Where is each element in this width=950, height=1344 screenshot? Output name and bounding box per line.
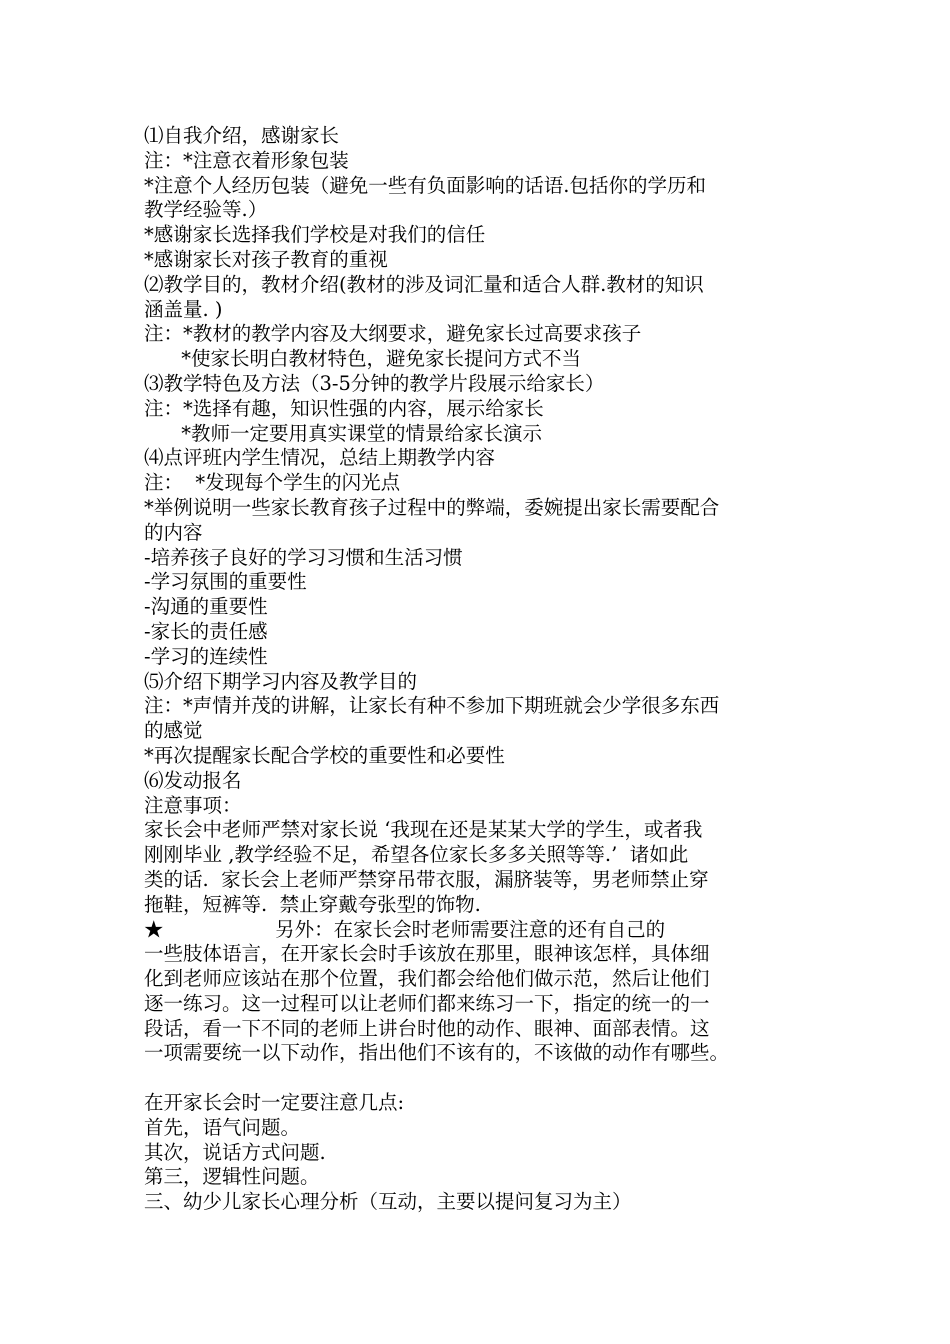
text-line: 刚刚毕业 ,教学经验不足，希望各位家长多多关照等等.’ 诸如此 [144,843,689,867]
text-line: 首先，语气问题。 [144,1115,301,1139]
text-line: -学习的连续性 [144,644,268,668]
text-line: *感谢家长对孩子教育的重视 [144,247,388,271]
text-line: ⑷点评班内学生情况，总结上期教学内容 [144,446,496,470]
text-line: *教师一定要用真实课堂的情景给家长演示 [144,421,542,445]
text-line: 注：*教材的教学内容及大纲要求，避免家长过高要求孩子 [144,322,642,346]
text-line: 一些肢体语言，在开家长会时手该放在那里，眼神该怎样，具体细 [144,942,710,966]
text-line: 注：*选择有趣，知识性强的内容，展示给家长 [144,396,544,420]
text-line: -学习氛围的重要性 [144,570,307,594]
text-line: 涵盖量. ) [144,297,223,321]
section-heading: 三、幼少儿家长心理分析（互动，主要以提问复习为主） [144,1190,632,1214]
text-line: -沟通的重要性 [144,595,268,619]
text-line: *举例说明一些家长教育孩子过程中的弊端，委婉提出家长需要配合 [144,495,720,519]
text-line: 拖鞋，短裤等. 禁止穿戴夸张型的饰物. [144,892,481,916]
text-line: 其次，说话方式问题. [144,1140,326,1164]
blank-line [144,1066,824,1091]
text-line: *感谢家长选择我们学校是对我们的信任 [144,223,486,247]
text-line: *使家长明白教材特色，避免家长提问方式不当 [144,347,581,371]
text-line: ⑸介绍下期学习内容及教学目的 [144,669,418,693]
text-line: ⑴自我介绍，感谢家长 [144,124,340,147]
star-note-line: ★ 另外：在家长会时老师需要注意的还有自己的 [144,917,666,941]
text-line: 注：*声情并茂的讲解，让家长有种不参加下期班就会少学很多东西 [144,694,720,718]
text-line: ⑶教学特色及方法（3-5分钟的教学片段展示给家长） [144,371,605,395]
text-line: *注意个人经历包装（避免一些有负面影响的话语.包括你的学历和 [144,173,706,197]
document-body [144,124,824,1215]
text-line: -培养孩子良好的学习习惯和生活习惯 [144,545,463,569]
text-line: 注：*注意衣着形象包装 [144,148,349,172]
text-line: 的感觉 [144,719,203,743]
text-line: 类的话. 家长会上老师严禁穿吊带衣服，漏脐装等，男老师禁止穿 [144,867,709,891]
text-line: -家长的责任感 [144,619,268,643]
text-line: 教学经验等.） [144,198,268,222]
text-line: ⑵教学目的，教材介绍(教材的涉及词汇量和适合人群.教材的知识 [144,272,704,296]
text-line: 段话，看一下不同的老师上讲台时他的动作、眼神、面部表情。这 [144,1016,710,1040]
text-line: 第三，逻辑性问题。 [144,1165,320,1189]
text-line: 的内容 [144,520,203,544]
text-line: 逐一练习。这一过程可以让老师们都来练习一下，指定的统一的一 [144,991,710,1015]
text-line: 化到老师应该站在那个位置，我们都会给他们做示范，然后让他们 [144,967,710,991]
text-line: 家长会中老师严禁对家长说 ‘我现在还是某某大学的学生，或者我 [144,818,703,842]
text-line: *再次提醒家长配合学校的重要性和必要性 [144,743,505,767]
text-line: 一项需要统一以下动作，指出他们不该有的，不该做的动作有哪些。 [144,1041,730,1065]
section-heading: 注意事项： [144,793,242,817]
text-line: 在开家长会时一定要注意几点: [144,1091,405,1115]
text-line: ⑹发动报名 [144,768,242,792]
text-line: 注： *发现每个学生的闪光点 [144,471,401,495]
